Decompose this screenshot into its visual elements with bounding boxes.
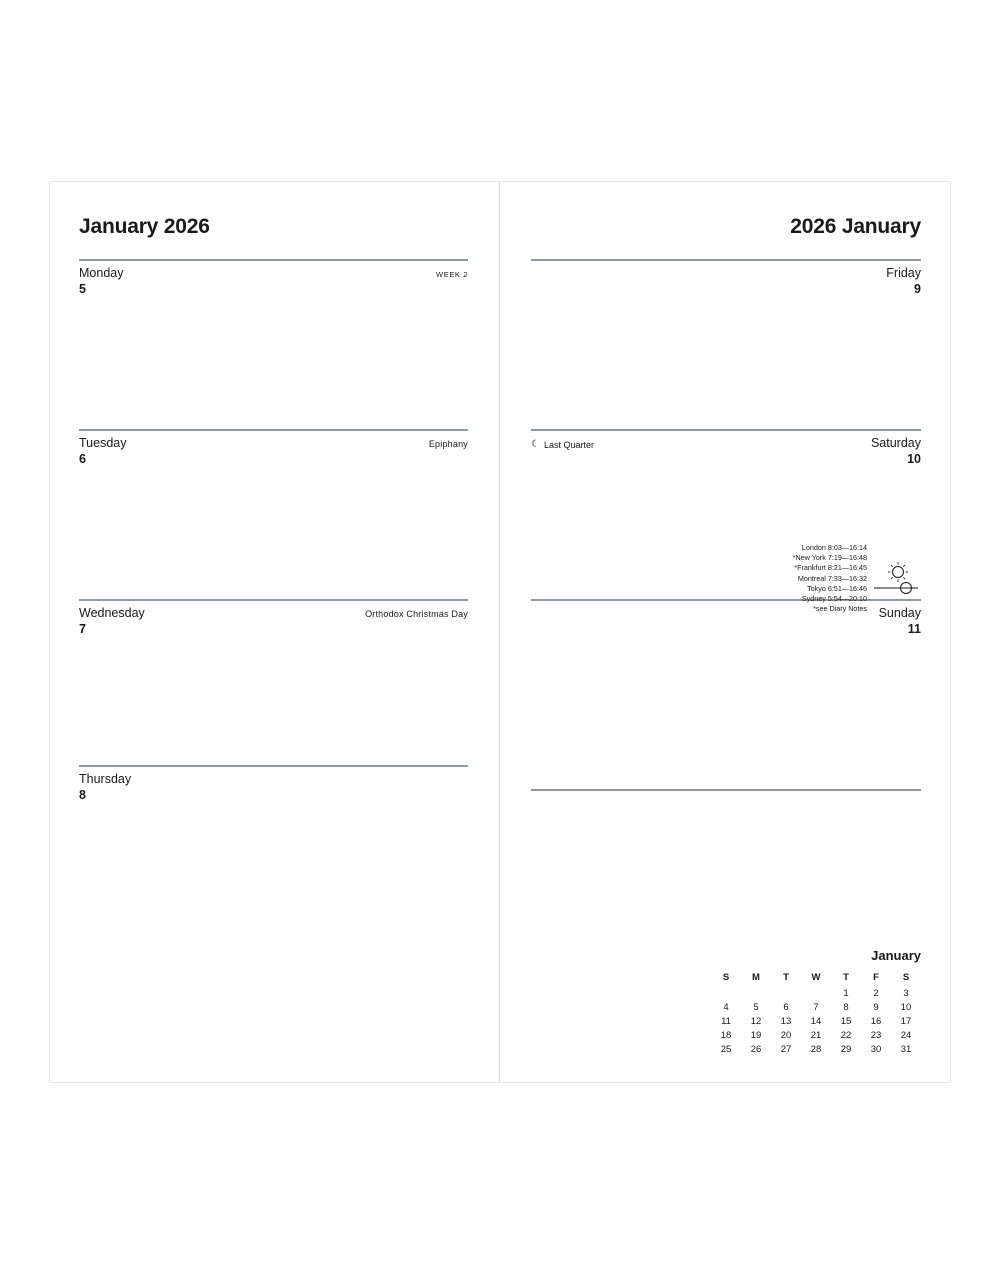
writing-area[interactable]: [79, 803, 468, 935]
left-page: [50, 182, 500, 1082]
moon-phase: [531, 439, 594, 450]
day-holiday-note: Epiphany: [428, 439, 468, 449]
day-number: 6: [79, 452, 86, 466]
calendar-day-cell[interactable]: 11: [721, 1015, 731, 1027]
weekday-header: T: [783, 972, 789, 983]
day-entry-friday[interactable]: [531, 261, 921, 431]
calendar-day-cell[interactable]: 8: [843, 1001, 849, 1013]
day-name: Saturday: [870, 436, 921, 450]
right-page: [500, 182, 950, 1082]
mini-calendar-week-row: [711, 1028, 921, 1042]
calendar-day-cell[interactable]: 9: [873, 1001, 879, 1013]
calendar-day-cell[interactable]: 5: [753, 1001, 759, 1013]
calendar-day-cell[interactable]: 6: [783, 1001, 789, 1013]
weekday-header: S: [722, 972, 730, 983]
day-name: Monday: [79, 266, 124, 280]
mini-calendar-week-row: [711, 986, 921, 1000]
day-rule: [531, 789, 921, 791]
diary-spread: [50, 182, 950, 1082]
page-title-right: 2026 January: [790, 215, 921, 238]
day-name: Tuesday: [79, 436, 127, 450]
day-name: Wednesday: [79, 606, 145, 620]
calendar-day-cell[interactable]: [711, 986, 741, 1000]
calendar-day-cell[interactable]: 24: [900, 1029, 912, 1041]
calendar-day-cell[interactable]: [801, 986, 831, 1000]
calendar-day-cell[interactable]: 15: [840, 1015, 852, 1027]
day-entry-sunday[interactable]: [531, 601, 921, 791]
writing-area[interactable]: [79, 467, 468, 599]
calendar-day-cell[interactable]: 30: [870, 1043, 882, 1055]
sunrise-line: Tokyo 6:51—16:46: [807, 583, 867, 593]
sunrise-footnote: *see Diary Notes: [813, 604, 867, 614]
calendar-day-cell[interactable]: 7: [813, 1001, 819, 1013]
calendar-day-cell[interactable]: 14: [810, 1015, 822, 1027]
writing-area[interactable]: [79, 297, 468, 429]
calendar-day-cell[interactable]: 28: [810, 1043, 822, 1055]
calendar-day-cell[interactable]: 13: [780, 1015, 792, 1027]
calendar-day-cell[interactable]: 12: [750, 1015, 762, 1027]
day-name: Thursday: [79, 772, 132, 786]
calendar-day-cell[interactable]: [771, 986, 801, 1000]
mini-calendar: [711, 948, 921, 1056]
mini-calendar-title: January: [871, 948, 921, 963]
day-number: 5: [79, 282, 86, 296]
moon-phase-label: Last Quarter: [543, 439, 594, 450]
mini-calendar-week-row: [711, 1000, 921, 1014]
weekday-header: S: [902, 972, 910, 983]
week-label: WEEK 2: [436, 270, 468, 279]
calendar-day-cell[interactable]: 18: [720, 1029, 732, 1041]
calendar-day-cell[interactable]: 27: [780, 1043, 792, 1055]
calendar-day-cell[interactable]: 19: [750, 1029, 762, 1041]
calendar-day-cell[interactable]: 26: [750, 1043, 762, 1055]
writing-area[interactable]: [531, 637, 921, 789]
day-name: Friday: [886, 266, 921, 280]
day-entry-thursday[interactable]: [79, 767, 468, 935]
calendar-day-cell[interactable]: 23: [870, 1029, 882, 1041]
calendar-day-cell[interactable]: [741, 986, 771, 1000]
mini-calendar-header-row: [711, 971, 921, 986]
calendar-day-cell[interactable]: 3: [903, 987, 909, 999]
day-number: 10: [907, 452, 921, 466]
day-number: 9: [914, 282, 921, 296]
calendar-day-cell[interactable]: 29: [840, 1043, 852, 1055]
weekday-header: F: [873, 972, 879, 983]
page-title-left: January 2026: [79, 215, 210, 238]
weekday-header: W: [811, 972, 821, 983]
sunrise-line: *New York 7:19—16:48: [792, 553, 867, 563]
day-holiday-note: Orthodox Christmas Day: [365, 609, 468, 619]
calendar-day-cell[interactable]: 1: [843, 987, 849, 999]
day-entry-monday[interactable]: [79, 261, 468, 431]
weekday-header: T: [843, 972, 849, 983]
day-entry-wednesday[interactable]: [79, 601, 468, 767]
writing-area[interactable]: [531, 297, 921, 429]
calendar-day-cell[interactable]: 17: [900, 1015, 912, 1027]
sunrise-line: Sydney 5:54—20:10: [801, 594, 867, 604]
day-name: Sunday: [878, 606, 921, 620]
calendar-day-cell[interactable]: 21: [810, 1029, 822, 1041]
calendar-day-cell[interactable]: 22: [840, 1029, 852, 1041]
day-number: 8: [79, 788, 86, 802]
sunrise-line: London 8:03—16:14: [801, 543, 867, 552]
weekday-header: M: [752, 972, 760, 983]
calendar-day-cell[interactable]: 25: [720, 1043, 732, 1055]
last-quarter-moon-icon: ☾: [531, 439, 540, 450]
day-number: 11: [907, 622, 921, 636]
calendar-day-cell[interactable]: 20: [780, 1029, 792, 1041]
sunrise-line: Montreal 7:33—16:32: [797, 573, 867, 583]
calendar-day-cell[interactable]: 2: [873, 987, 879, 999]
calendar-day-cell[interactable]: 4: [723, 1001, 729, 1013]
calendar-day-cell[interactable]: 10: [900, 1001, 912, 1013]
mini-calendar-week-row: [711, 1014, 921, 1028]
calendar-day-cell[interactable]: 16: [870, 1015, 882, 1027]
mini-calendar-week-row: [711, 1042, 921, 1056]
sun-horizon-icon: [873, 559, 919, 599]
writing-area[interactable]: [79, 637, 468, 765]
sunrise-line: *Frankfurt 8:21—16:45: [794, 563, 867, 573]
day-number: 7: [79, 622, 86, 636]
mini-calendar-table: [711, 971, 921, 1056]
day-entry-tuesday[interactable]: [79, 431, 468, 601]
calendar-day-cell[interactable]: 31: [900, 1043, 912, 1055]
